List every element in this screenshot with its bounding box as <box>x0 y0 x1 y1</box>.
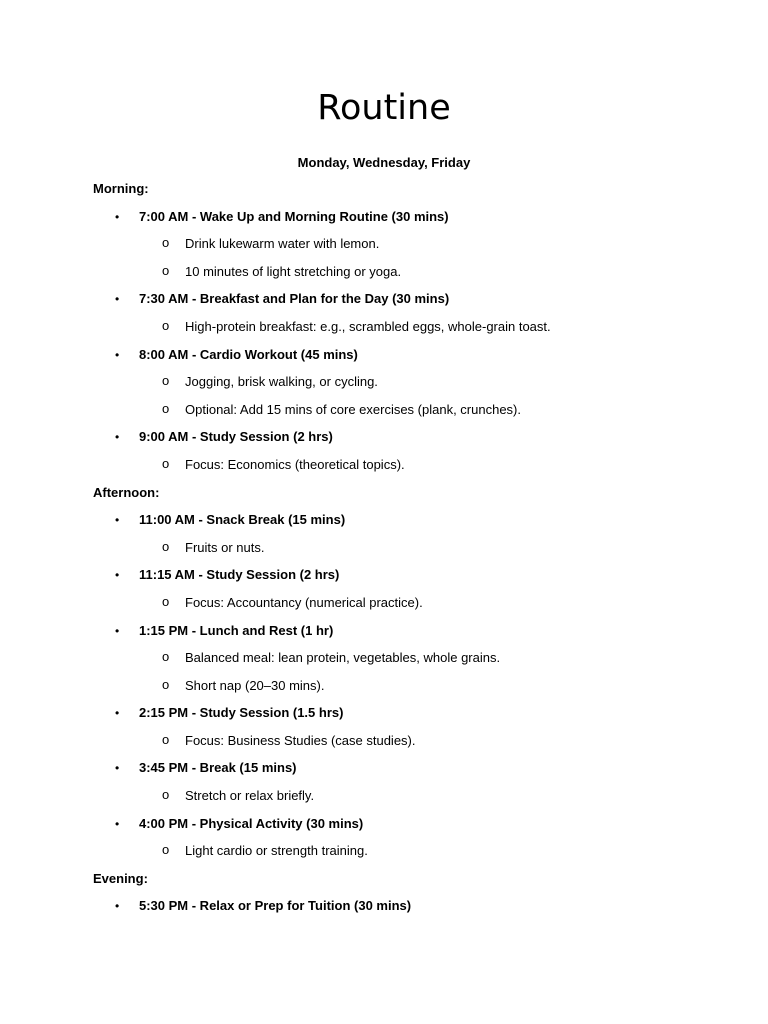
schedule-item-text: 11:15 AM - Study Session (2 hrs) <box>139 567 340 583</box>
sub-bullet-icon: o <box>162 676 170 692</box>
bullet-icon: • <box>115 706 120 721</box>
section-heading: Evening: <box>93 870 148 886</box>
schedule-subitem-text: High-protein breakfast: e.g., scrambled eggs, whole-grain toast. <box>185 318 551 334</box>
schedule-subitem <box>93 457 733 485</box>
document-subtitle: Monday, Wednesday, Friday <box>297 155 471 170</box>
schedule-subitem-text: Drink lukewarm water with lemon. <box>185 236 380 252</box>
sub-bullet-icon: o <box>162 317 170 333</box>
sub-bullet-icon: o <box>162 649 170 665</box>
schedule-item <box>93 898 733 926</box>
schedule-item <box>93 291 733 319</box>
schedule-subitem <box>93 236 733 264</box>
bullet-icon: • <box>115 899 120 914</box>
schedule-subitem <box>93 788 733 816</box>
schedule-subitem <box>93 678 733 706</box>
schedule-subitem-text: Stretch or relax briefly. <box>185 788 315 804</box>
routine-section <box>93 485 733 871</box>
schedule-subitem-text: Focus: Business Studies (case studies). <box>185 732 416 748</box>
sub-bullet-icon: o <box>162 731 170 747</box>
schedule-subitem-text: Jogging, brisk walking, or cycling. <box>185 374 378 390</box>
schedule-item-text: 1:15 PM - Lunch and Rest (1 hr) <box>139 622 334 638</box>
schedule-subitem <box>93 264 733 292</box>
schedule-item <box>93 705 733 733</box>
schedule-subitem <box>93 843 733 871</box>
schedule-item <box>93 512 733 540</box>
section-heading: Afternoon: <box>93 484 160 500</box>
schedule-item-text: 9:00 AM - Study Session (2 hrs) <box>139 429 333 445</box>
sub-bullet-icon: o <box>162 400 170 416</box>
schedule-item-text: 7:00 AM - Wake Up and Morning Routine (30 mins) <box>139 208 449 224</box>
schedule-item-text: 5:30 PM - Relax or Prep for Tuition (30 mins) <box>139 898 412 914</box>
schedule-subitem-text: Light cardio or strength training. <box>185 843 368 859</box>
schedule-subitem-text: Short nap (20–30 mins). <box>185 677 325 693</box>
bullet-icon: • <box>115 209 120 224</box>
schedule-subitem-text: Fruits or nuts. <box>185 539 265 555</box>
sub-bullet-icon: o <box>162 538 170 554</box>
schedule-item <box>93 347 733 375</box>
schedule-subitem <box>93 733 733 761</box>
schedule-subitem-text: Focus: Economics (theoretical topics). <box>185 456 405 472</box>
routine-sections <box>93 181 733 926</box>
schedule-subitem-text: Balanced meal: lean protein, vegetables, whole grains. <box>185 650 501 666</box>
schedule-subitem <box>93 374 733 402</box>
section-heading: Morning: <box>93 181 149 196</box>
sub-bullet-icon: o <box>162 235 170 251</box>
bullet-icon: • <box>115 816 120 831</box>
schedule-subitem <box>93 650 733 678</box>
schedule-subitem <box>93 402 733 430</box>
bullet-icon: • <box>115 513 120 528</box>
bullet-icon: • <box>115 761 120 776</box>
schedule-item <box>93 816 733 844</box>
sub-bullet-icon: o <box>162 455 170 471</box>
schedule-subitem-text: 10 minutes of light stretching or yoga. <box>185 263 402 279</box>
sub-bullet-icon: o <box>162 373 170 389</box>
routine-section <box>93 871 733 926</box>
schedule-subitem <box>93 319 733 347</box>
schedule-subitem-text: Optional: Add 15 mins of core exercises (plank, crunches). <box>185 401 521 417</box>
schedule-item-text: 4:00 PM - Physical Activity (30 mins) <box>139 815 364 831</box>
bullet-icon: • <box>115 347 120 362</box>
bullet-icon: • <box>115 568 120 583</box>
bullet-icon: • <box>115 623 120 638</box>
schedule-item <box>93 760 733 788</box>
document-title: Routine <box>317 88 451 128</box>
schedule-item-text: 7:30 AM - Breakfast and Plan for the Day (30 mins) <box>139 291 450 307</box>
sub-bullet-icon: o <box>162 262 170 278</box>
sub-bullet-icon: o <box>162 842 170 858</box>
sub-bullet-icon: o <box>162 787 170 803</box>
bullet-icon: • <box>115 430 120 445</box>
routine-section <box>93 181 733 485</box>
schedule-item-text: 2:15 PM - Study Session (1.5 hrs) <box>139 705 344 721</box>
schedule-subitem <box>93 540 733 568</box>
schedule-item-text: 11:00 AM - Snack Break (15 mins) <box>139 512 346 528</box>
sub-bullet-icon: o <box>162 593 170 609</box>
schedule-subitem <box>93 595 733 623</box>
schedule-item <box>93 623 733 651</box>
schedule-item <box>93 209 733 237</box>
schedule-subitem-text: Focus: Accountancy (numerical practice). <box>185 594 423 610</box>
schedule-item-text: 8:00 AM - Cardio Workout (45 mins) <box>139 346 358 362</box>
bullet-icon: • <box>115 292 120 307</box>
schedule-item <box>93 567 733 595</box>
schedule-item-text: 3:45 PM - Break (15 mins) <box>139 760 297 776</box>
schedule-item <box>93 429 733 457</box>
